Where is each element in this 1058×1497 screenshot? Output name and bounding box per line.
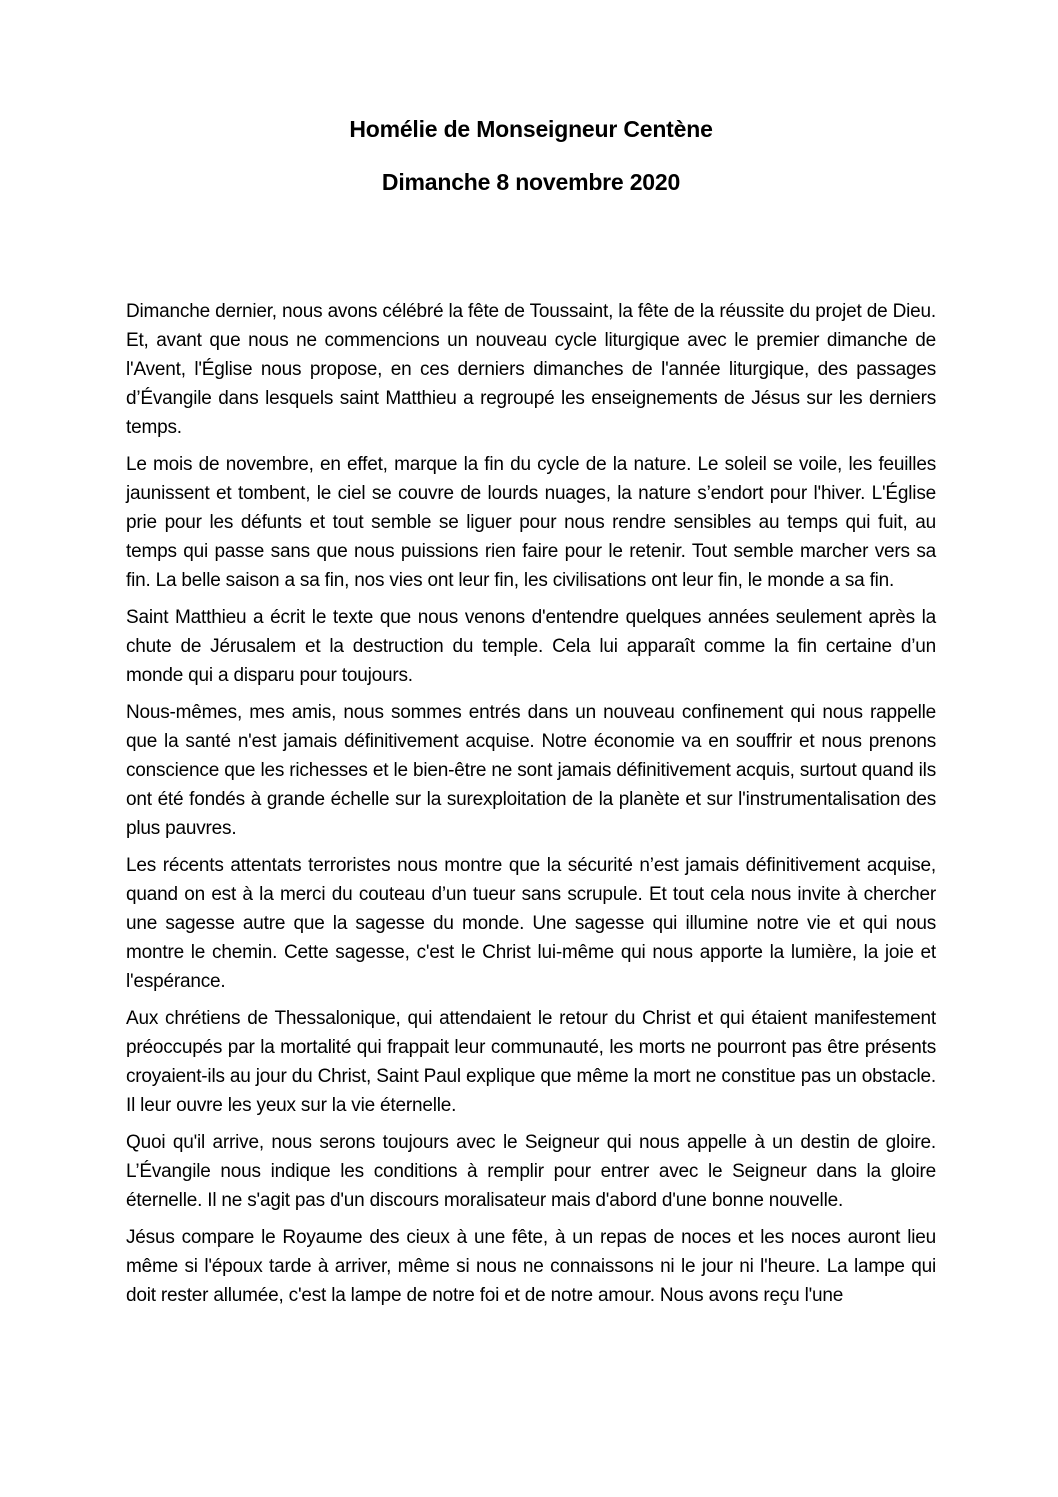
- paragraph: Dimanche dernier, nous avons célébré la fête de Toussaint, la fête de la réussite du projet de Dieu. Et, avant que nous ne commencions un nouveau cycle liturgique avec le premier dimanche de l'Avent, l'Église nous propose, en ces derniers dimanches de l'année liturgique, des passages d’Évangile dans lesquels saint Matthieu a regroupé les enseignements de Jésus sur les derniers temps.: [126, 301, 936, 438]
- paragraph: Les récents attentats terroristes nous montre que la sécurité n’est jamais définitivement acquise, quand on est à la merci du couteau d’un tueur sans scrupule. Et tout cela nous invite à chercher une sagesse autre que la sagesse du monde. Une sagesse qui illumine notre vie et qui nous montre le chemin. Cette sagesse, c'est le Christ lui-même qui nous apporte la lumière, la joie et l'espérance.: [126, 855, 936, 992]
- document-body: [126, 297, 936, 1310]
- paragraph: Aux chrétiens de Thessalonique, qui attendaient le retour du Christ et qui étaient manifestement préoccupés par la mortalité qui frappait leur communauté, les morts ne pourront pas être présents croyaient-ils au jour du Christ, Saint Paul explique que même la mort ne constitue pas un obstacle. Il leur ouvre les yeux sur la vie éternelle.: [126, 1008, 936, 1116]
- document-title: Homélie de Monseigneur Centène: [349, 116, 713, 142]
- paragraph: Nous-mêmes, mes amis, nous sommes entrés dans un nouveau confinement qui nous rappelle que la santé n'est jamais définitivement acquise. Notre économie va en souffrir et nous prenons conscience que les richesses et le bien-être ne sont jamais définitivement acquis, surtout quand ils ont été fondés à grande échelle sur la surexploitation de la planète et sur l'instrumentalisation des plus pauvres.: [126, 702, 936, 839]
- paragraph: Quoi qu'il arrive, nous serons toujours avec le Seigneur qui nous appelle à un destin de gloire. L’Évangile nous indique les conditions à remplir pour entrer avec le Seigneur dans la gloire éternelle. Il ne s'agit pas d'un discours moralisateur mais d'abord d'une bonne nouvelle.: [126, 1132, 936, 1211]
- paragraph: Saint Matthieu a écrit le texte que nous venons d'entendre quelques années seulement après la chute de Jérusalem et la destruction du temple. Cela lui apparaît comme la fin certaine d’un monde qui a disparu pour toujours.: [126, 607, 936, 686]
- paragraph: Jésus compare le Royaume des cieux à une fête, à un repas de noces et les noces auront lieu même si l'époux tarde à arriver, même si nous ne connaissons ni le jour ni l'heure. La lampe qui doit rester allumée, c'est la lampe de notre foi et de notre amour. Nous avons reçu l'une: [126, 1227, 936, 1306]
- document-subtitle: Dimanche 8 novembre 2020: [381, 169, 681, 195]
- paragraph: Le mois de novembre, en effet, marque la fin du cycle de la nature. Le soleil se voile, les feuilles jaunissent et tombent, le ciel se couvre de lourds nuages, la nature s’endort pour l'hiver. L'Église prie pour les défunts et tout semble se liguer pour nous rendre sensibles au temps qui fuit, au temps qui passe sans que nous puissions rien faire pour le retenir. Tout semble marcher vers sa fin. La belle saison a sa fin, nos vies ont leur fin, les civilisations ont leur fin, le monde a sa fin.: [126, 454, 936, 591]
